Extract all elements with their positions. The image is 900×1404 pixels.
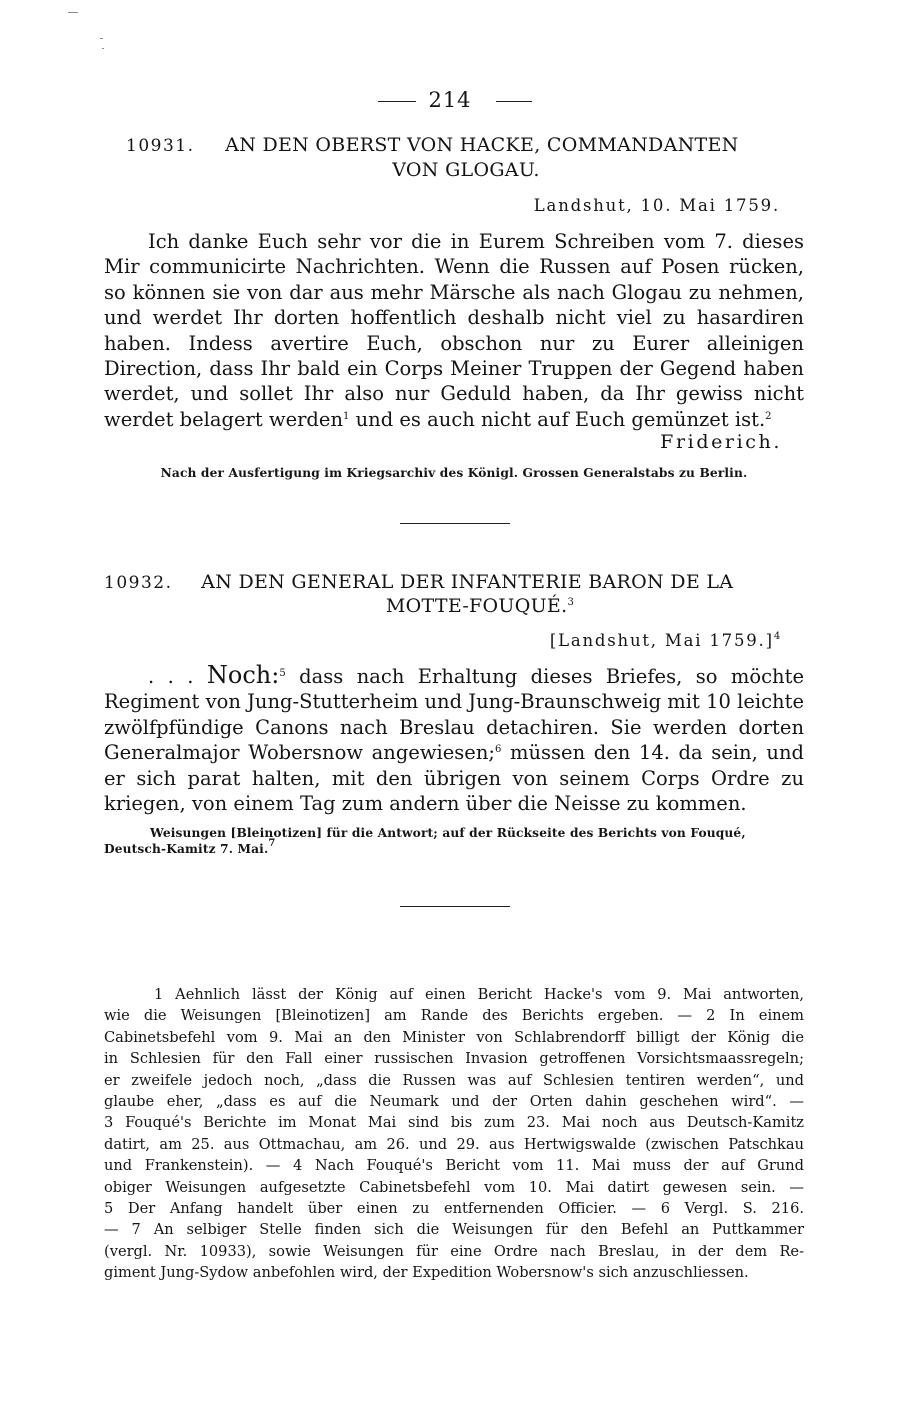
letter-heading: [104, 570, 806, 595]
footnote-line: er zweifele jedoch noch, „dass die Russen was auf Schlesien tentiren werden“, und: [104, 1071, 804, 1089]
footnote-line: giment Jung-Sydow anbefohlen wird, der Expedition Wobersnow's sich anzuschliessen.: [104, 1264, 749, 1282]
letter-title-line2: [200, 594, 760, 618]
footnote-line: 5 Der Anfang handelt über einen zu entfernenden Officier. — 6 Vergl. S. 216.: [104, 1200, 804, 1218]
letter-body-noch: Noch:: [206, 661, 280, 689]
scan-mark: [68, 12, 78, 13]
footnote-ref: 4: [773, 631, 782, 642]
footnote-line: Cabinetsbefehl vom 9. Mai an den Minister von Schlabrendorff billigt der König die: [104, 1028, 804, 1046]
section-separator: [400, 906, 510, 907]
footnote-line: in Schlesien für den Fall einer russischen Invasion getroffenen Vorsichtsmaassregeln;: [104, 1050, 804, 1068]
footnote-ref: 1: [343, 410, 350, 422]
footnote-line: (vergl. Nr. 10933), sowie Weisungen für eine Ordre nach Breslau, in der dem Re-: [104, 1242, 804, 1260]
footnote-line: obiger Weisungen aufgesetzte Cabinetsbefehl vom 10. Mai datirt gewesen sein. —: [104, 1178, 804, 1196]
footnote-line: — 7 An selbiger Stelle finden sich die Weisungen für den Befehl an Puttkammer: [104, 1221, 804, 1239]
footnote-line: datirt, am 25. aus Ottmachau, am 26. und 29. aus Hertwigswalde (zwischen Patschkau: [104, 1135, 804, 1153]
section-separator: [400, 523, 510, 524]
letter-title-text: MOTTE-FOUQUÉ.: [385, 595, 568, 617]
page-number-rule-right: [496, 101, 532, 102]
letter-date: Landshut, 10. Mai 1759.: [533, 196, 780, 215]
letter-number: 10931.: [126, 136, 195, 156]
source-note-line2-text: Deutsch-Kamitz 7. Mai.: [104, 842, 269, 856]
letter-body-tail: und es auch nicht auf Euch gemünzet ist.: [349, 407, 766, 431]
source-note-line2: [104, 838, 804, 857]
letter-number: 10932.: [104, 573, 173, 593]
footnote-ref: 6: [494, 744, 502, 756]
letter-title-line1: AN DEN GENERAL DER INFANTERIE BARON DE LA: [201, 571, 734, 593]
footnote-ref: 5: [279, 668, 286, 679]
scan-mark: [102, 48, 104, 49]
source-note: [104, 825, 804, 857]
letter-body-lead: . . .: [148, 665, 207, 688]
letter-date-text: [Landshut, Mai 1759.]: [549, 631, 774, 650]
source-note-line1: Weisungen [Bleinotizen] für die Antwort; auf der Rückseite des Berichts von Fouqué,: [150, 826, 746, 840]
footnote-line: 3 Fouqué's Berichte im Monat Mai sind bis zum 23. Mai noch aus Deutsch-Kamitz: [104, 1114, 804, 1132]
footnote-ref: 3: [567, 597, 575, 608]
footnote-line: und Frankenstein). — 4 Nach Fouqué's Bericht vom 11. Mai muss der auf Grund: [104, 1157, 804, 1175]
footnote-ref: 7: [268, 838, 276, 849]
scan-mark: [100, 38, 103, 39]
letter-heading: [126, 133, 806, 158]
footnote-ref: 2: [765, 410, 772, 422]
footnote-line: glaube eher, „dass es auf die Neumark und der Orten dahin geschehen wird“. —: [104, 1093, 804, 1111]
footnotes: [104, 984, 804, 1284]
letter-title-line1: AN DEN OBERST VON HACKE, COMMANDANTEN: [225, 134, 739, 156]
letter-body-text: Ich danke Euch sehr vor die in Eurem Schreiben vom 7. dieses Mir communicirte Nachrichten. Wenn die Russen auf Posen rücken, so können sie von dar aus mehr Märsche als nach Glogau zu nehmen, und werdet Ihr dorten hoffentlich deshalb nicht viel zu hasardiren haben. Indess avertire Euch, obschon nur zu Eurer alleinigen Direction, dass Ihr bald ein Corps Meiner Truppen der Gegend haben werdet, und sollet Ihr also nur Geduld haben, da Ihr gewiss nicht werdet belagert werden: [104, 230, 804, 431]
letter-body-text: müssen den 14. da sein, und er sich parat halten, mit den übrigen von seinem Corps Ordre zu kriegen, von einem Tag zum andern über die Neisse zu kommen.: [104, 741, 804, 816]
footnote-line: wie die Weisungen [Bleinotizen] am Rande des Berichts ergeben. — 2 In einem: [104, 1007, 804, 1025]
letter-body: [104, 663, 804, 816]
source-note: Nach der Ausfertigung im Kriegsarchiv des Königl. Grossen Generalstabs zu Berlin.: [160, 466, 748, 480]
letter-body: [104, 229, 804, 432]
letter-body-text: dass nach Erhaltung dieses Briefes, so möchte Regiment von Jung-Stutterheim und Jung-Braunschweig mit 10 leichte zwölfpfündige Canons nach Breslau detachiren. Sie werden dorten Generalmajor Wobersnow angewiesen;: [104, 665, 804, 765]
page-number: 214: [428, 88, 472, 112]
letter-date: [420, 631, 782, 650]
footnote-line: 1 Aehnlich lässt der König auf einen Bericht Hacke's vom 9. Mai antworten,: [154, 986, 804, 1003]
signature: Friderich.: [660, 431, 782, 453]
letter-title-line2: VON GLOGAU.: [392, 159, 540, 181]
